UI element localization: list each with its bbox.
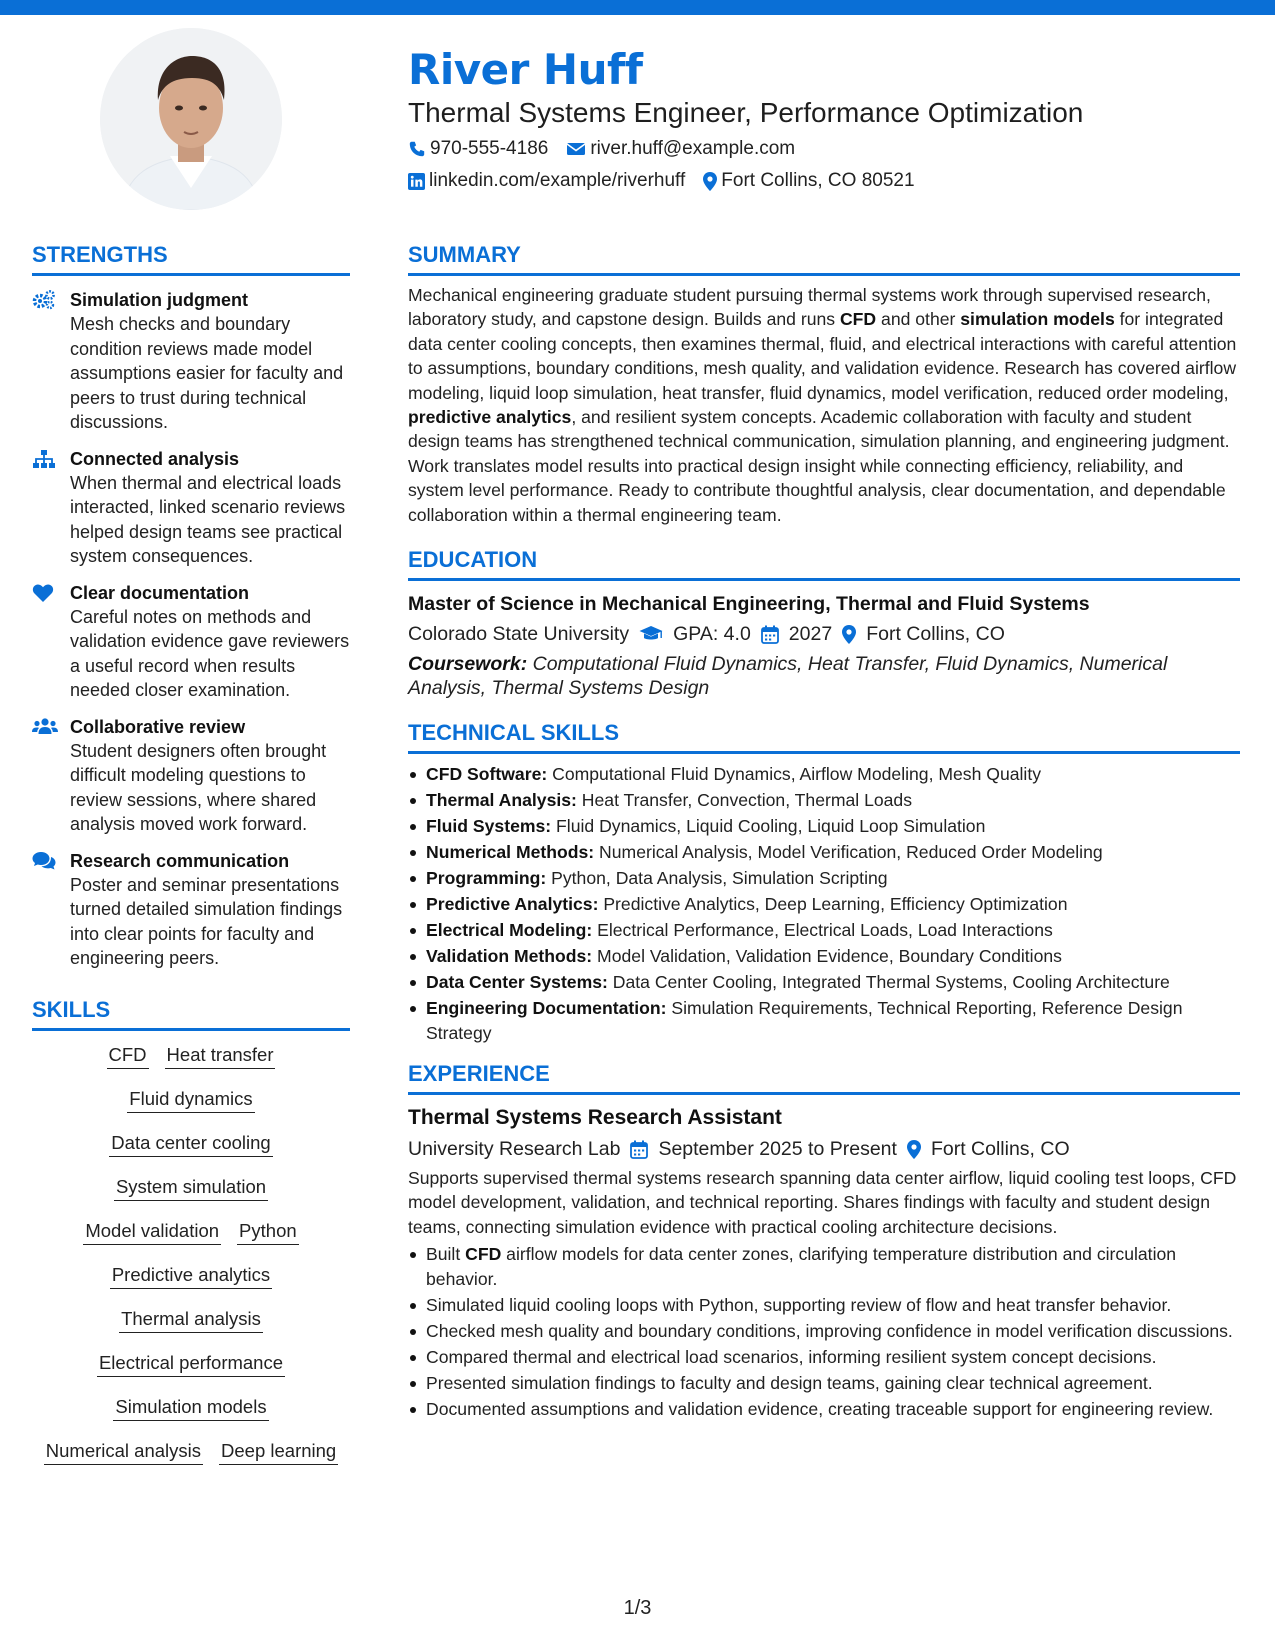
- list-item: Thermal Analysis: Heat Transfer, Convection, Thermal Loads: [408, 788, 1240, 813]
- top-accent-bar: [0, 0, 1275, 15]
- strength-desc: Mesh checks and boundary condition reviews made model assumptions easier for faculty and peers to trust during technical discussions.: [70, 314, 344, 432]
- list-item: Engineering Documentation: Simulation Requirements, Technical Reporting, Reference Design Strategy: [408, 996, 1240, 1045]
- education-heading: EDUCATION: [408, 545, 1240, 581]
- skill-tag: Heat transfer: [165, 1043, 276, 1069]
- degree-title: Master of Science in Mechanical Engineering, Thermal and Fluid Systems: [408, 593, 1090, 616]
- experience-heading: EXPERIENCE: [408, 1059, 1240, 1095]
- strength-desc: Student designers often brought difficult modeling questions to review sessions, where shared analysis moved work forward.: [70, 740, 327, 834]
- strength-item: [32, 715, 350, 837]
- strength-desc: Careful notes on methods and validation evidence gave reviewers a useful record when results needed closer examination.: [70, 606, 350, 700]
- map-pin-icon: [703, 172, 717, 191]
- heart-icon: [32, 583, 54, 603]
- strength-title: Research communication: [70, 850, 290, 871]
- coursework-text: Coursework: Computational Fluid Dynamics, Heat Transfer, Fluid Dynamics, Numerical Analysis, Thermal Systems Design: [408, 653, 1168, 700]
- strength-title: Collaborative review: [70, 716, 246, 737]
- phone-text: 970-555-4186: [430, 138, 549, 159]
- map-pin-icon: [907, 1140, 921, 1159]
- sitemap-icon: [32, 449, 56, 469]
- email-contact[interactable]: [566, 138, 795, 160]
- phone-icon: [408, 140, 426, 158]
- list-item: Presented simulation findings to faculty and design teams, gaining clear technical agreement.: [408, 1371, 1240, 1396]
- skill-tag: Fluid dynamics: [127, 1087, 254, 1113]
- experience-title: Thermal Systems Research Assistant: [408, 1106, 782, 1130]
- phone-contact[interactable]: [408, 138, 548, 160]
- list-item: Predictive Analytics: Predictive Analytics, Deep Learning, Efficiency Optimization: [408, 892, 1240, 917]
- strength-title: Clear documentation: [70, 582, 250, 603]
- skill-tag: Python: [237, 1219, 299, 1245]
- gpa-text: GPA: 4.0: [673, 623, 751, 646]
- contact-row-2: [408, 168, 1248, 194]
- right-column: [408, 240, 1240, 1423]
- strength-desc: Poster and seminar presentations turned detailed simulation findings into clear points for faculty and engineering peers.: [70, 874, 343, 968]
- experience-location: Fort Collins, CO: [930, 1138, 1070, 1161]
- list-item: Fluid Systems: Fluid Dynamics, Liquid Cooling, Liquid Loop Simulation: [408, 814, 1240, 839]
- list-item: Simulated liquid cooling loops with Python, supporting review of flow and heat transfer behavior.: [408, 1293, 1240, 1318]
- strength-item: [32, 581, 350, 703]
- summary-text: Mechanical engineering graduate student pursuing thermal systems work through supervised research, laboratory study, and capstone design. Builds and runs CFD and other simulation models for integrated data center cooling concepts, then examines thermal, fluid, and electrical interactions with careful attention to assumptions, boundary conditions, mesh quality, and validation evidence. Research has covered airflow modeling, liquid loop simulation, heat transfer, fluid dynamics, model verification, reduced order modeling, predictive analytics, and resilient system concepts. Academic collaboration with faculty and student design teams has strengthened technical communication, simulation planning, and engineering judgment. Work translates model results into practical design insight while connecting efficiency, reliability, and system level performance. Ready to contribute thoughtful analysis, clear documentation, and dependable collaboration within a thermal engineering team.: [408, 285, 1237, 525]
- list-item: Numerical Methods: Numerical Analysis, Model Verification, Reduced Order Modeling: [408, 840, 1240, 865]
- list-item: Checked mesh quality and boundary conditions, improving confidence in model verification discussions.: [408, 1319, 1240, 1344]
- skill-tag: Deep learning: [219, 1439, 338, 1465]
- skill-tag: Data center cooling: [109, 1131, 272, 1157]
- list-item: Validation Methods: Model Validation, Validation Evidence, Boundary Conditions: [408, 944, 1240, 969]
- list-item: Documented assumptions and validation evidence, creating traceable support for engineering review.: [408, 1397, 1240, 1422]
- linkedin-icon: [408, 173, 425, 190]
- graduation-cap-icon: [639, 625, 663, 643]
- skills-tag-list: [32, 1043, 350, 1483]
- graduation-year: 2027: [788, 623, 833, 646]
- strength-item: [32, 288, 350, 435]
- users-icon: [32, 717, 58, 737]
- list-item: Data Center Systems: Data Center Cooling, Integrated Thermal Systems, Cooling Architecture: [408, 970, 1240, 995]
- linkedin-contact[interactable]: [408, 170, 685, 192]
- page-number: 1/3: [623, 1597, 652, 1619]
- location-text: Fort Collins, CO 80521: [721, 170, 915, 191]
- strength-desc: When thermal and electrical loads interacted, linked scenario reviews helped design teams see practical system consequences.: [70, 472, 346, 566]
- gears-icon: [32, 290, 56, 310]
- skill-tag: Simulation models: [113, 1395, 268, 1421]
- calendar-icon: [630, 1140, 648, 1159]
- comments-icon: [32, 851, 56, 871]
- list-item: Built CFD airflow models for data center zones, clarifying temperature distribution and circulation behavior.: [408, 1242, 1240, 1291]
- technical-skills-list: [408, 762, 1240, 1045]
- envelope-icon: [566, 141, 586, 157]
- resume-header: [408, 42, 1248, 194]
- technical-skills-heading: TECHNICAL SKILLS: [408, 718, 1240, 754]
- email-text: river.huff@example.com: [590, 138, 796, 159]
- skills-heading: SKILLS: [32, 995, 350, 1031]
- experience-dates: September 2025 to Present: [658, 1138, 897, 1161]
- strength-item: [32, 849, 350, 971]
- skill-tag: Model validation: [83, 1219, 221, 1245]
- skill-tag: CFD: [107, 1043, 149, 1069]
- avatar: [100, 28, 282, 210]
- location-contact: [703, 170, 914, 192]
- organization-name: University Research Lab: [408, 1138, 621, 1161]
- contact-row-1: [408, 136, 1248, 162]
- strength-title: Connected analysis: [70, 448, 240, 469]
- map-pin-icon: [842, 625, 856, 644]
- left-column: [32, 240, 350, 1483]
- experience-meta: [408, 1136, 1240, 1162]
- calendar-icon: [761, 625, 779, 644]
- skill-tag: Predictive analytics: [110, 1263, 272, 1289]
- list-item: Programming: Python, Data Analysis, Simulation Scripting: [408, 866, 1240, 891]
- education-location: Fort Collins, CO: [866, 623, 1005, 646]
- list-item: CFD Software: Computational Fluid Dynamics, Airflow Modeling, Mesh Quality: [408, 762, 1240, 787]
- experience-bullets: [408, 1242, 1240, 1421]
- candidate-name: River Huff: [408, 45, 643, 94]
- linkedin-text: linkedin.com/example/riverhuff: [429, 170, 686, 191]
- skill-tag: Numerical analysis: [44, 1439, 203, 1465]
- skill-tag: System simulation: [114, 1175, 268, 1201]
- strengths-heading: STRENGTHS: [32, 240, 350, 276]
- skill-tag: Thermal analysis: [119, 1307, 263, 1333]
- experience-description: Supports supervised thermal systems research spanning data center airflow, liquid cooling test loops, CFD model development, validation, and technical reporting. Shares findings with faculty and student design teams, connecting simulation evidence with practical cooling architecture decisions.: [408, 1168, 1237, 1237]
- strength-title: Simulation judgment: [70, 290, 248, 310]
- job-title: Thermal Systems Engineer, Performance Optimization: [408, 97, 1084, 128]
- profile-photo: [100, 28, 282, 210]
- education-meta: [408, 621, 1240, 647]
- summary-heading: SUMMARY: [408, 240, 1240, 276]
- list-item: Compared thermal and electrical load scenarios, informing resilient system concept decisions.: [408, 1345, 1240, 1370]
- strength-item: [32, 447, 350, 569]
- skill-tag: Electrical performance: [97, 1351, 285, 1377]
- list-item: Electrical Modeling: Electrical Performance, Electrical Loads, Load Interactions: [408, 918, 1240, 943]
- school-name: Colorado State University: [408, 623, 630, 646]
